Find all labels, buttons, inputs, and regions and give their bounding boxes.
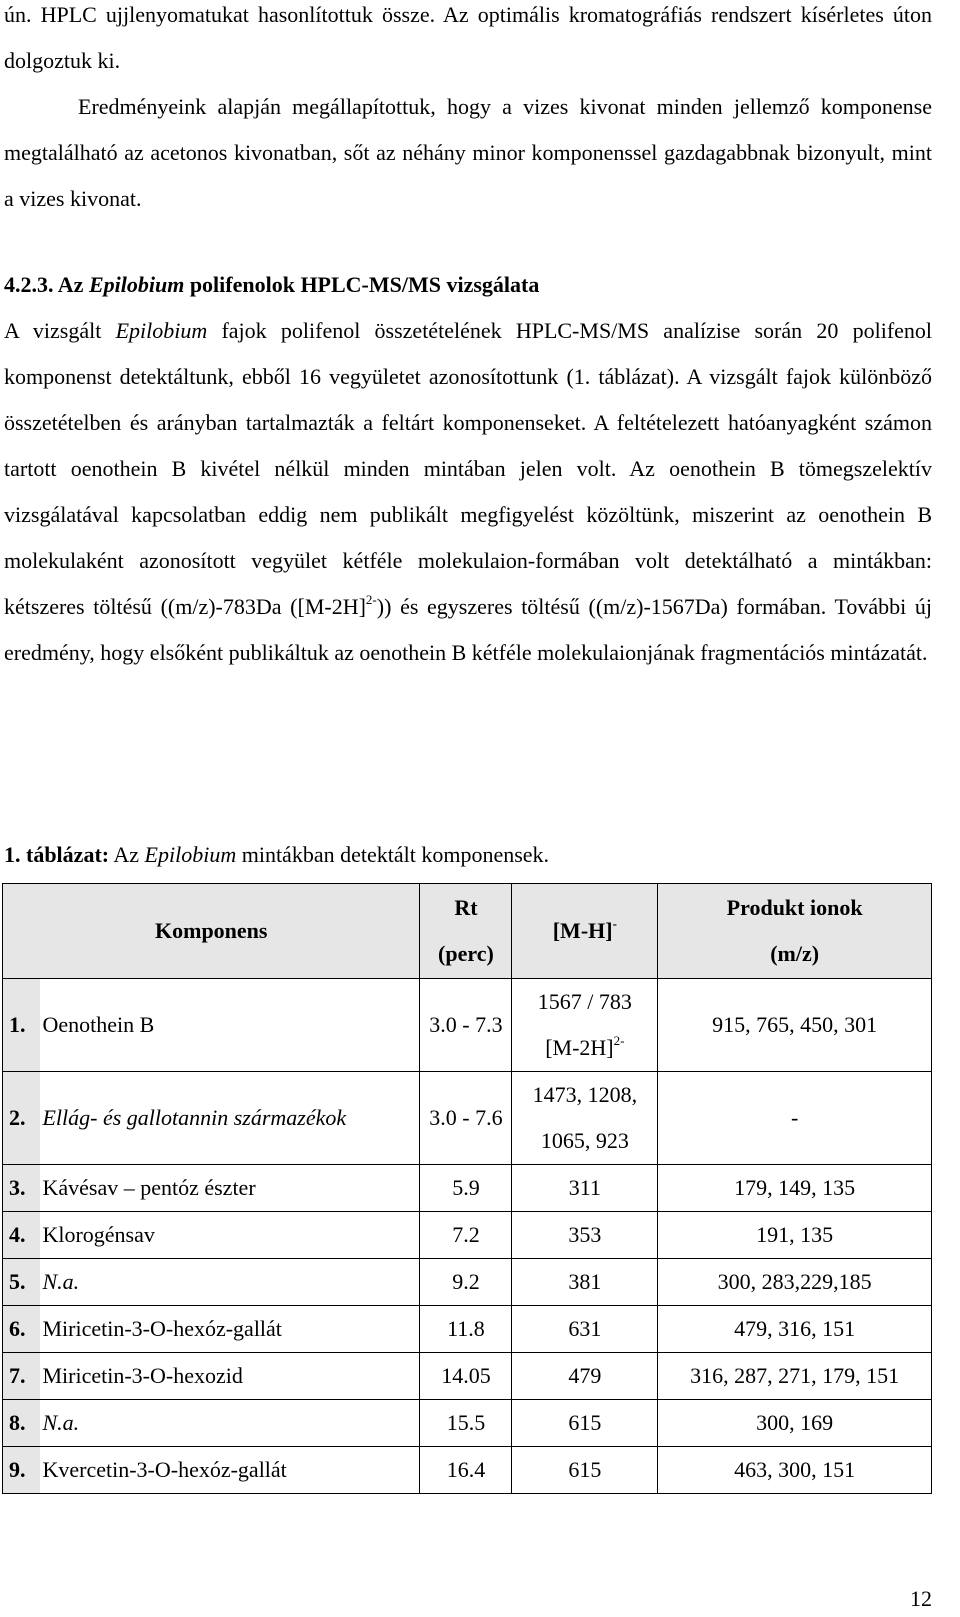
table-cell: 14.05 [420, 1353, 512, 1400]
body-text-b: fajok polifenol összetételének HPLC-MS/MS analízise során 20 polifenol komponenst detektáltunk, ebből 16 vegyületet azonosítottunk (1. táblázat). A vizsgált fajok különböző összetételben és arányban tartalmazták a feltárt komponenseket. A feltételezett hatóanyagként számon tartott oenothein B kivétel nélkül minden mintában jelen volt. Az oenothein B tömegszelektív vizsgálatával kapcsolatban eddig nem publikált megfigyelést közöltünk, miszerint az oenothein B molekulaként azonosított vegyület kétféle molekulaion-formában volt detektálható a mintákban: kétszeres töltésű ((m/z)-783Da ([M-2H] [4, 318, 933, 619]
table-row [3, 1212, 932, 1259]
component-name: Oenothein B [40, 979, 420, 1072]
table-cell: 16.4 [420, 1447, 512, 1494]
row-number: 2. [3, 1072, 41, 1165]
component-name: N.a. [40, 1259, 420, 1306]
caption-post: mintákban detektált komponensek. [241, 842, 550, 867]
table-cell: 9.2 [420, 1259, 512, 1306]
row-number: 8. [3, 1400, 41, 1447]
table-cell: 3.0 - 7.6 [420, 1072, 512, 1165]
section-number: 4.2.3. [4, 272, 54, 297]
section-heading [4, 270, 539, 300]
table-cell: 915, 765, 450, 301 [658, 979, 932, 1072]
row-number: 3. [3, 1165, 41, 1212]
body-text-a: A vizsgált [4, 318, 102, 343]
row-number: 7. [3, 1353, 41, 1400]
table-cell: 615 [512, 1447, 658, 1494]
table-cell: 300, 283,229,185 [658, 1259, 932, 1306]
table-cell: 631 [512, 1306, 658, 1353]
table-caption [4, 840, 549, 870]
table-row [3, 1072, 932, 1165]
body-paragraph [4, 308, 932, 676]
table-cell: - [658, 1072, 932, 1165]
table-row [3, 1353, 932, 1400]
table-cell: 3.0 - 7.3 [420, 979, 512, 1072]
components-table [2, 883, 932, 1494]
row-number: 1. [3, 979, 41, 1072]
header-product-ions: Produkt ionok (m/z) [658, 884, 932, 979]
caption-label: 1. táblázat: [4, 842, 110, 867]
table-cell: 479 [512, 1353, 658, 1400]
component-name: Miricetin-3-O-hexozid [40, 1353, 420, 1400]
table-cell: 1567 / 783 $[M-2H]^{2-}$ [512, 979, 658, 1072]
table-cell: 5.9 [420, 1165, 512, 1212]
component-name: Miricetin-3-O-hexóz-gallát [40, 1306, 420, 1353]
table-row [3, 1165, 932, 1212]
caption-pre: Az [113, 842, 140, 867]
header-komponens: Komponens [3, 884, 420, 979]
table-cell: 353 [512, 1212, 658, 1259]
component-name: N.a. [40, 1400, 420, 1447]
table-cell: 479, 316, 151 [658, 1306, 932, 1353]
table-cell: 15.5 [420, 1400, 512, 1447]
table-cell: 11.8 [420, 1306, 512, 1353]
section-title-pre: Az [57, 272, 84, 297]
table-cell: 7.2 [420, 1212, 512, 1259]
table-cell: 311 [512, 1165, 658, 1212]
table-cell: 179, 149, 135 [658, 1165, 932, 1212]
table-row [3, 1259, 932, 1306]
component-name: Ellág- és gallotannin származékok [40, 1072, 420, 1165]
component-name: Klorogénsav [40, 1212, 420, 1259]
body-text-c: )) és egyszeres töltésű ((m/z)-1567Da) formában. További új eredmény, hogy elsőként publikáltuk az oenothein B kétféle molekulaionjának fragmentációs mintázatát. [4, 594, 932, 665]
table-cell: 615 [512, 1400, 658, 1447]
section-title-italic: Epilobium [88, 272, 185, 297]
body-text-italic: Epilobium [115, 318, 208, 343]
table-cell: 191, 135 [658, 1212, 932, 1259]
row-number: 4. [3, 1212, 41, 1259]
table-row [3, 1447, 932, 1494]
results-paragraph: Eredményeink alapján megállapítottuk, hogy a vizes kivonat minden jellemző komponense megtalálható az acetonos kivonatban, sőt az néhány minor komponenssel gazdagabbnak bizonyult, mint a vizes kivonat. [4, 94, 932, 211]
row-number: 6. [3, 1306, 41, 1353]
header-mh: [M-H]- [512, 884, 658, 979]
row-number: 9. [3, 1447, 41, 1494]
table-cell: 1473, 1208, 1065, 923 [512, 1072, 658, 1165]
table-row [3, 1306, 932, 1353]
table-row [3, 979, 932, 1072]
row-number: 5. [3, 1259, 41, 1306]
component-name: Kvercetin-3-O-hexóz-gallát [40, 1447, 420, 1494]
intro-line: ún. HPLC ujjlenyomatukat hasonlítottuk össze. Az optimális kromatográfiás rendszert kísérletes úton dolgoztuk ki. [4, 2, 932, 73]
table-row [3, 1400, 932, 1447]
page-number: 12 [910, 1586, 932, 1611]
table-cell: 316, 287, 271, 179, 151 [658, 1353, 932, 1400]
header-rt: Rt (perc) [420, 884, 512, 979]
table-header-row [3, 884, 932, 979]
section-title-post: polifenolok HPLC-MS/MS vizsgálata [189, 272, 540, 297]
table-cell: 300, 169 [658, 1400, 932, 1447]
table-cell: 381 [512, 1259, 658, 1306]
caption-italic: Epilobium [144, 842, 237, 867]
component-name: Kávésav – pentóz észter [40, 1165, 420, 1212]
body-superscript: 2- [365, 592, 377, 607]
table-cell: 463, 300, 151 [658, 1447, 932, 1494]
